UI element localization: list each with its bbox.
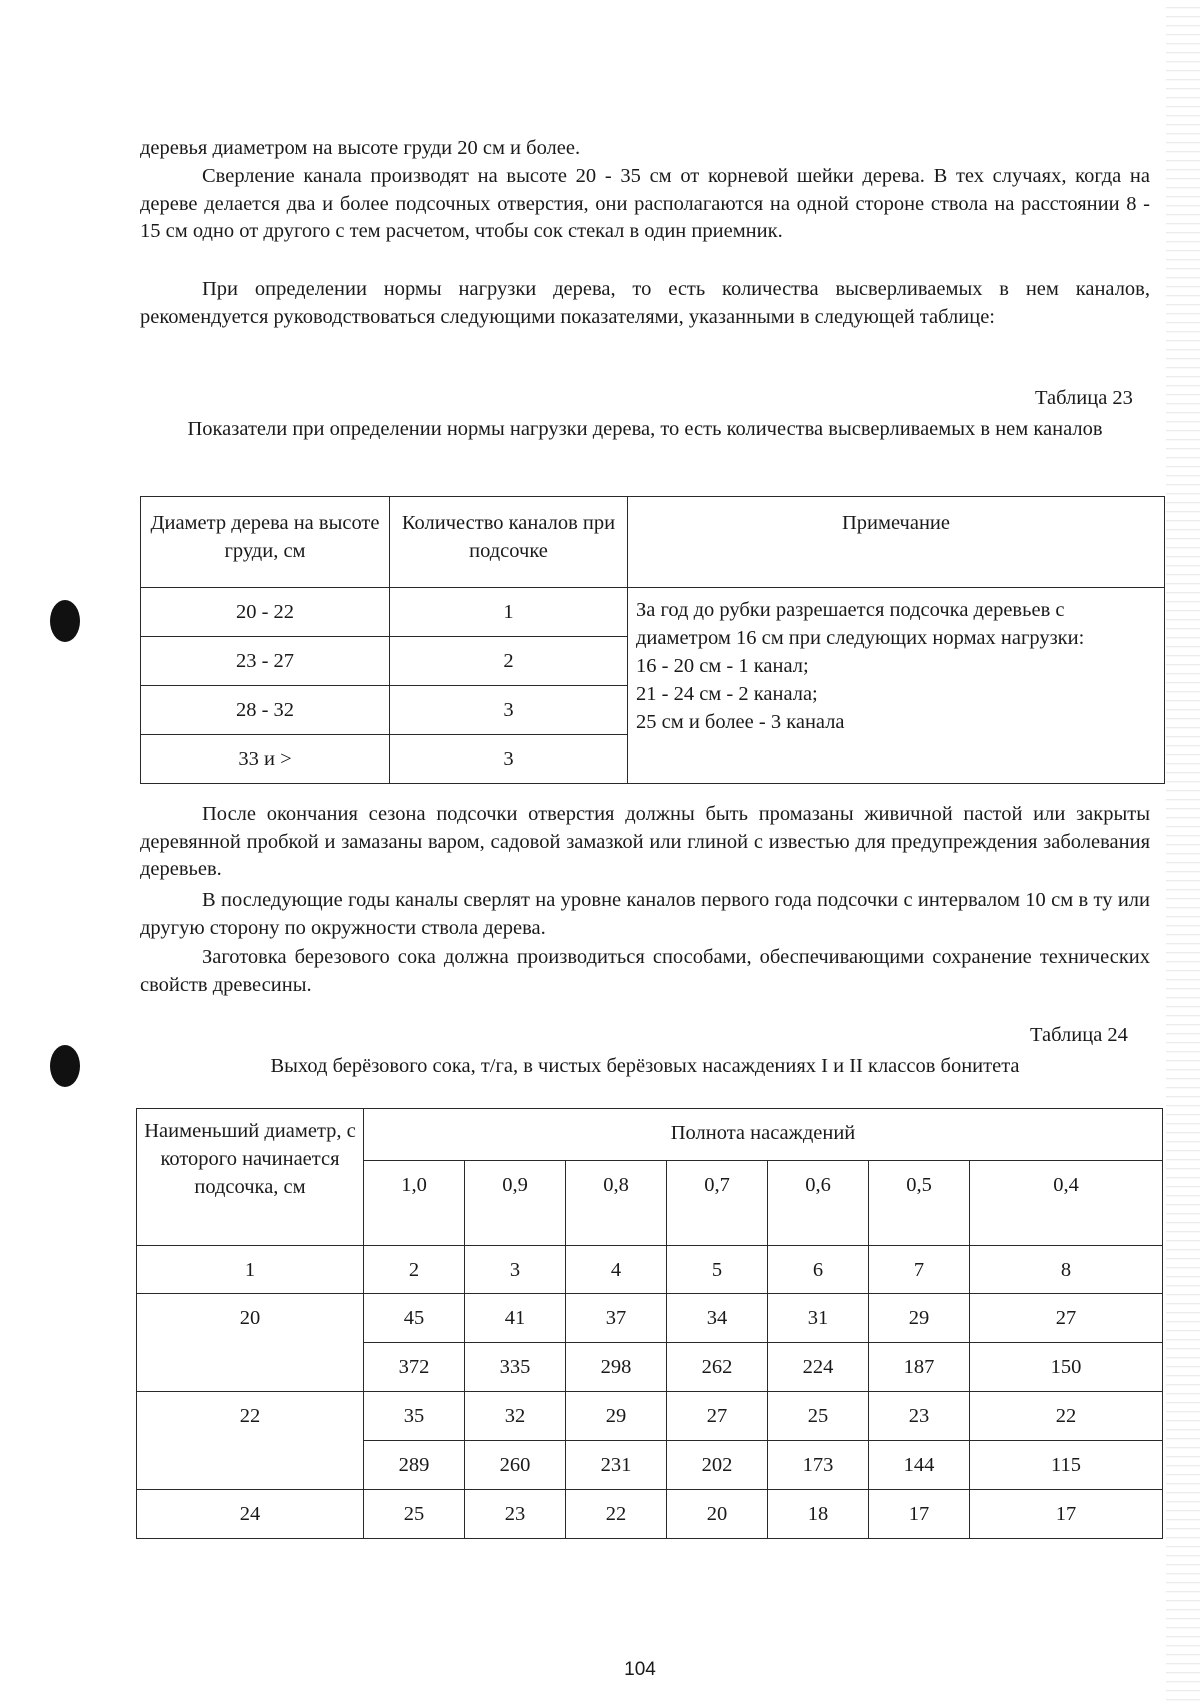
table-cell: 335	[465, 1343, 566, 1392]
header-cell: Наименьший диаметр, с которого начинается подсочка, см	[137, 1109, 364, 1246]
table-cell: 41	[465, 1294, 566, 1343]
paragraph-1: деревья диаметром на высоте груди 20 см и более.	[140, 137, 581, 159]
table-row	[137, 1294, 1163, 1343]
table-cell: 33 и >	[141, 735, 390, 784]
table-cell: 3	[465, 1246, 566, 1294]
table-cell: 187	[869, 1343, 970, 1392]
table-23	[140, 496, 1165, 784]
density-cell: 0,5	[869, 1161, 970, 1246]
table-cell: 25	[364, 1490, 465, 1539]
table-cell: 23	[465, 1490, 566, 1539]
table-row	[137, 1490, 1163, 1539]
density-cell: 0,8	[566, 1161, 667, 1246]
density-cell: 0,9	[465, 1161, 566, 1246]
table-cell: 262	[667, 1343, 768, 1392]
table-cell: 3	[390, 686, 628, 735]
table-cell: 17	[970, 1490, 1163, 1539]
punch-hole	[50, 1045, 80, 1087]
table-cell: 22	[137, 1392, 364, 1490]
punch-hole	[50, 600, 80, 642]
table-cell: 17	[869, 1490, 970, 1539]
table-cell: 29	[869, 1294, 970, 1343]
note-line: За год до рубки разрешается подсочка деревьев с диаметром 16 см при следующих нормах нагрузки:	[636, 599, 1085, 649]
table-cell: 5	[667, 1246, 768, 1294]
density-cell: 0,4	[970, 1161, 1163, 1246]
table-cell: 31	[768, 1294, 869, 1343]
density-cell: 1,0	[364, 1161, 465, 1246]
paragraph-4: После окончания сезона подсочки отверстия должны быть промазаны живичной пастой или закрыты деревянной пробкой и замазаны варом, садовой замазкой или глиной с известью для предупреждения заболевания деревьев.	[140, 803, 1150, 880]
table-cell: 2	[364, 1246, 465, 1294]
table-cell: 150	[970, 1343, 1163, 1392]
table-cell: 25	[768, 1392, 869, 1441]
table-cell: 24	[137, 1490, 364, 1539]
table-cell: 202	[667, 1441, 768, 1490]
table-cell: 23 - 27	[141, 637, 390, 686]
table-cell: 298	[566, 1343, 667, 1392]
header-group-cell: Полнота насаждений	[364, 1109, 1163, 1161]
table-cell: 289	[364, 1441, 465, 1490]
table-cell: 7	[869, 1246, 970, 1294]
paragraph-2: Сверление канала производят на высоте 20 - 35 см от корневой шейки дерева. В тех случаях, когда на дереве делается два и более подсочных отверстия, они располагаются на одной стороне ствола на расстоянии 8 - 15 см одно от другого с тем расчетом, чтобы сок стекал в один приемник.	[140, 165, 1150, 242]
table-row	[137, 1392, 1163, 1441]
page-number: 104	[624, 1659, 656, 1680]
table-cell: 27	[667, 1392, 768, 1441]
table-23-label: Таблица 23	[1035, 387, 1133, 409]
table-cell: 224	[768, 1343, 869, 1392]
table-24	[136, 1108, 1163, 1539]
table-cell: 372	[364, 1343, 465, 1392]
scan-edge-noise	[1166, 0, 1200, 1706]
table-header-row	[141, 497, 1165, 588]
paragraph-3: При определении нормы нагрузки дерева, то есть количества высверливаемых в нем каналов, рекомендуется руководствоваться следующими показателями, указанными в следующей таблице:	[140, 278, 1150, 328]
table-cell: 231	[566, 1441, 667, 1490]
column-number-row	[137, 1246, 1163, 1294]
table-cell: 8	[970, 1246, 1163, 1294]
table-cell: 115	[970, 1441, 1163, 1490]
table-cell: 20 - 22	[141, 588, 390, 637]
table-cell: 1	[390, 588, 628, 637]
note-line: 16 - 20 см - 1 канал;	[636, 655, 809, 677]
density-cell: 0,7	[667, 1161, 768, 1246]
table-cell: 22	[970, 1392, 1163, 1441]
table-cell: 22	[566, 1490, 667, 1539]
table-cell: 29	[566, 1392, 667, 1441]
table-cell: 173	[768, 1441, 869, 1490]
table-23-title: Показатели при определении нормы нагрузки дерева, то есть количества высверливаемых в нем каналов	[187, 418, 1103, 440]
table-header-row	[137, 1109, 1163, 1161]
table-cell: 23	[869, 1392, 970, 1441]
table-cell: 4	[566, 1246, 667, 1294]
table-cell: 144	[869, 1441, 970, 1490]
table-row	[141, 588, 1165, 637]
paragraph-6: Заготовка березового сока должна производиться способами, обеспечивающими сохранение технических свойств древесины.	[140, 946, 1150, 996]
table-cell: 20	[667, 1490, 768, 1539]
table-cell: 28 - 32	[141, 686, 390, 735]
header-cell: Количество каналов при подсочке	[390, 497, 628, 588]
table-24-label: Таблица 24	[1030, 1024, 1128, 1046]
table-cell: 260	[465, 1441, 566, 1490]
table-cell: 18	[768, 1490, 869, 1539]
table-cell: 1	[137, 1246, 364, 1294]
paragraph-5: В последующие годы каналы сверлят на уровне каналов первого года подсочки с интервалом 10 см в ту или другую сторону по окружности ствола дерева.	[140, 889, 1150, 939]
table-cell: 32	[465, 1392, 566, 1441]
header-cell: Примечание	[628, 497, 1165, 588]
note-line: 25 см и более - 3 канала	[636, 711, 845, 733]
table-cell: 27	[970, 1294, 1163, 1343]
note-cell	[628, 588, 1165, 784]
header-cell: Диаметр дерева на высоте груди, см	[141, 497, 390, 588]
table-cell: 37	[566, 1294, 667, 1343]
table-cell: 3	[390, 735, 628, 784]
table-cell: 20	[137, 1294, 364, 1392]
table-cell: 35	[364, 1392, 465, 1441]
table-cell: 34	[667, 1294, 768, 1343]
table-24-title: Выход берёзового сока, т/га, в чистых берёзовых насаждениях I и II классов бонитета	[270, 1055, 1020, 1077]
table-cell: 6	[768, 1246, 869, 1294]
table-cell: 45	[364, 1294, 465, 1343]
table-cell: 2	[390, 637, 628, 686]
note-line: 21 - 24 см - 2 канала;	[636, 683, 818, 705]
density-cell: 0,6	[768, 1161, 869, 1246]
